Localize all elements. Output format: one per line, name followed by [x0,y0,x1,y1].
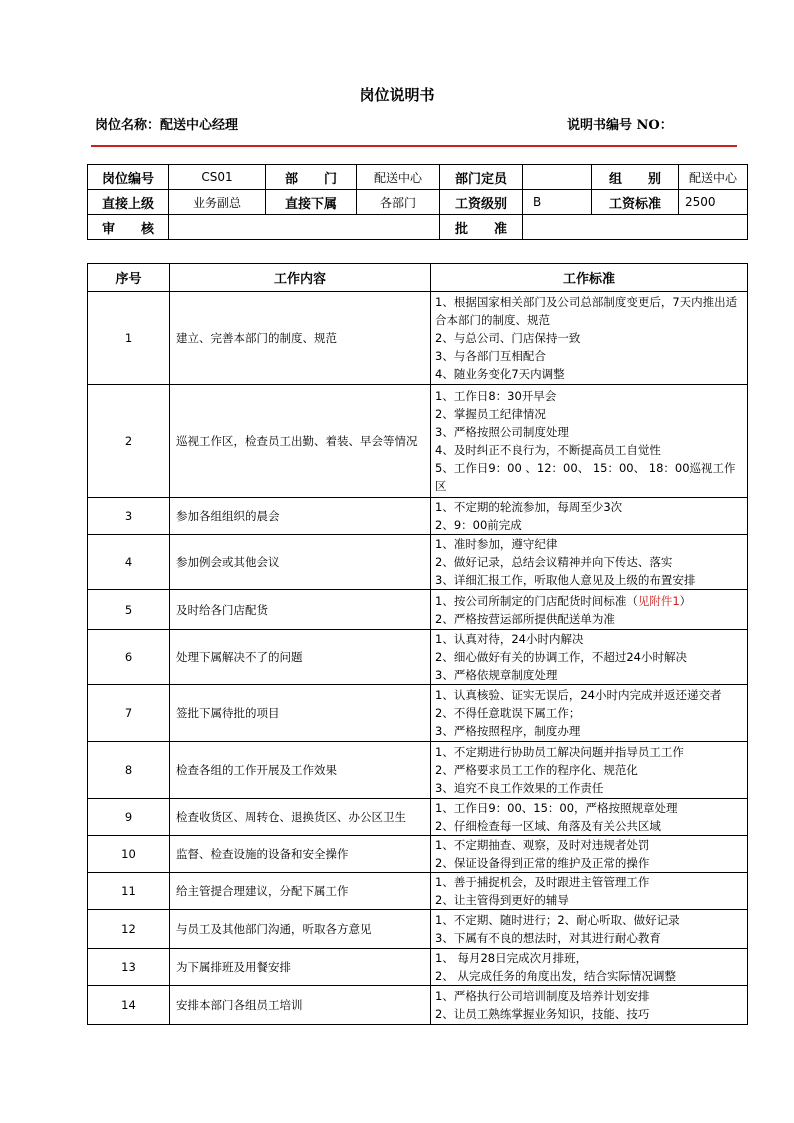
table-row [88,836,748,873]
subordinate-label: 直接下属 [266,190,357,215]
standard-line: 2、掌握员工纪律情况 [435,407,546,421]
standard-line: 2、保证设备得到正常的维护及正常的操作 [435,856,650,870]
group-label: 组 别 [592,165,679,190]
salary-standard-label: 工资标准 [592,190,679,215]
standard-line: 2、仔细检查每一区域、角落及有关公共区域 [435,819,661,833]
work-content: 及时给各门店配货 [170,590,431,630]
work-standard [431,292,748,385]
review-value [169,215,440,240]
table-row [88,742,748,799]
standard-line: 2、让员工熟练掌握业务知识，技能、技巧 [435,1007,650,1021]
subordinate-value: 各部门 [357,190,440,215]
standard-line: 3、严格按照公司制度处理 [435,425,569,439]
standard-line: 1、根据国家相关部门及公司总部制度变更后，7天内推出适合本部门的制度、规范 [435,295,738,327]
department-value: 配送中心 [357,165,440,190]
standard-line: 2、让主管得到更好的辅导 [435,893,569,907]
department-label: 部 门 [266,165,357,190]
row-number: 8 [88,742,170,799]
table-row [88,949,748,986]
work-standard [431,630,748,685]
salary-grade-value: B [523,190,592,215]
standard-line: 2、严格要求员工工作的程序化、规范化 [435,763,638,777]
standard-line: 2、细心做好有关的协调工作，不超过24小时解决 [435,650,687,664]
salary-standard-value: 2500 [679,190,748,215]
standard-line: 2、与总公司、门店保持一致 [435,331,581,345]
doc-number: 说明书编号 NO： [567,118,673,133]
standard-line: 3、下属有不良的想法时，对其进行耐心教育 [435,931,661,945]
table-row [88,498,748,535]
work-content: 安排本部门各组员工培训 [170,986,431,1025]
work-standard [431,385,748,498]
work-content: 参加例会或其他会议 [170,535,431,590]
superior-value: 业务副总 [169,190,266,215]
header-content: 工作内容 [170,264,431,292]
work-standard [431,986,748,1025]
table-row [88,799,748,836]
standard-line: 1、 每月28日完成次月排班， [435,951,588,965]
table-row [88,910,748,949]
work-standard [431,910,748,949]
work-content: 参加各组组织的晨会 [170,498,431,535]
standard-line: 5、工作日9：00 、12：00、 15：00、 18：00巡视工作区 [435,461,736,493]
row-number: 7 [88,685,170,742]
position-name: 岗位名称：配送中心经理 [95,118,239,133]
row-number: 5 [88,590,170,630]
standard-line: 1、不定期、随时进行；2、耐心听取、做好记录 [435,913,680,927]
info-table [87,164,748,240]
standard-line: 1、认真对待，24小时内解决 [435,632,584,646]
row-number: 9 [88,799,170,836]
table-row [88,685,748,742]
group-value: 配送中心 [679,165,748,190]
work-content: 处理下属解决不了的问题 [170,630,431,685]
duties-table [87,263,748,1025]
superior-label: 直接上级 [88,190,169,215]
position-code-label: 岗位编号 [88,165,169,190]
standard-line: 4、随业务变化7天内调整 [435,367,565,381]
row-number: 13 [88,949,170,986]
table-row [88,292,748,385]
row-number: 10 [88,836,170,873]
standard-line: 2、做好记录，总结会议精神并向下传达、落实 [435,555,673,569]
standard-line: 1、认真核验、证实无误后，24小时内完成并返还递交者 [435,688,722,702]
row-number: 4 [88,535,170,590]
work-content: 检查收货区、周转仓、退换货区、办公区卫生 [170,799,431,836]
work-standard [431,590,748,630]
standard-line: 1、不定期的轮流参加，每周至少3次 [435,500,623,514]
standard-line: 1、不定期抽查、观察，及时对违规者处罚 [435,838,650,852]
work-content: 给主管提合理建议，分配下属工作 [170,873,431,910]
table-row [88,873,748,910]
standard-line: 2、 从完成任务的角度出发，结合实际情况调整 [435,969,676,983]
standard-line: 1、不定期进行协助员工解决问题并指导员工工作 [435,745,684,759]
work-content: 为下属排班及用餐安排 [170,949,431,986]
work-standard [431,535,748,590]
row-number: 14 [88,986,170,1025]
work-content: 巡视工作区，检查员工出勤、着装、早会等情况 [170,385,431,498]
standard-line: 1、准时参加，遵守纪律 [435,537,558,551]
row-number: 1 [88,292,170,385]
position-code-value: CS01 [169,165,266,190]
work-content: 建立、完善本部门的制度、规范 [170,292,431,385]
standard-line: 3、严格依规章制度处理 [435,668,558,682]
standard-line: 1、工作日9：00、15：00，严格按照规章处理 [435,801,678,815]
table-row [88,535,748,590]
work-content: 检查各组的工作开展及工作效果 [170,742,431,799]
row-number: 3 [88,498,170,535]
standard-line: 1、按公司所制定的门店配货时间标准（见附件1） [435,593,692,608]
work-standard [431,949,748,986]
standard-line: 2、严格按营运部所提供配送单为准 [435,611,615,626]
table-row [88,590,748,630]
row-number: 11 [88,873,170,910]
header-standard: 工作标准 [431,264,748,292]
work-standard [431,836,748,873]
page-title: 岗位说明书 [359,86,435,104]
standard-line: 3、严格按照程序，制度办理 [435,724,581,738]
approve-label: 批 准 [440,215,523,240]
work-standard [431,685,748,742]
standard-line: 3、追究不良工作效果的工作责任 [435,781,604,795]
headcount-label: 部门定员 [440,165,523,190]
row-number: 2 [88,385,170,498]
work-content: 签批下属待批的项目 [170,685,431,742]
table-row [88,385,748,498]
appendix-reference: 见附件1 [637,593,680,608]
salary-grade-label: 工资级别 [440,190,523,215]
standard-line: 2、不得任意耽误下属工作； [435,706,581,720]
standard-line: 1、善于捕捉机会，及时跟进主管管理工作 [435,875,650,889]
table-row [88,630,748,685]
review-label: 审 核 [88,215,169,240]
standard-line: 3、与各部门互相配合 [435,349,546,363]
work-content: 监督、检查设施的设备和安全操作 [170,836,431,873]
headcount-value [523,165,592,190]
row-number: 6 [88,630,170,685]
row-number: 12 [88,910,170,949]
standard-line: 4、及时纠正不良行为，不断提高员工自觉性 [435,443,661,457]
work-standard [431,873,748,910]
standard-line: 3、详细汇报工作，听取他人意见及上级的布置安排 [435,573,696,587]
work-standard [431,498,748,535]
standard-line: 1、工作日8：30开早会 [435,389,557,403]
header-divider [91,145,737,147]
work-standard [431,799,748,836]
work-content: 与员工及其他部门沟通，听取各方意见 [170,910,431,949]
approve-value [523,215,748,240]
standard-line: 1、严格执行公司培训制度及培养计划安排 [435,989,650,1003]
standard-line: 2、9：00前完成 [435,518,522,532]
header-no: 序号 [88,264,170,292]
work-standard [431,742,748,799]
table-row [88,986,748,1025]
